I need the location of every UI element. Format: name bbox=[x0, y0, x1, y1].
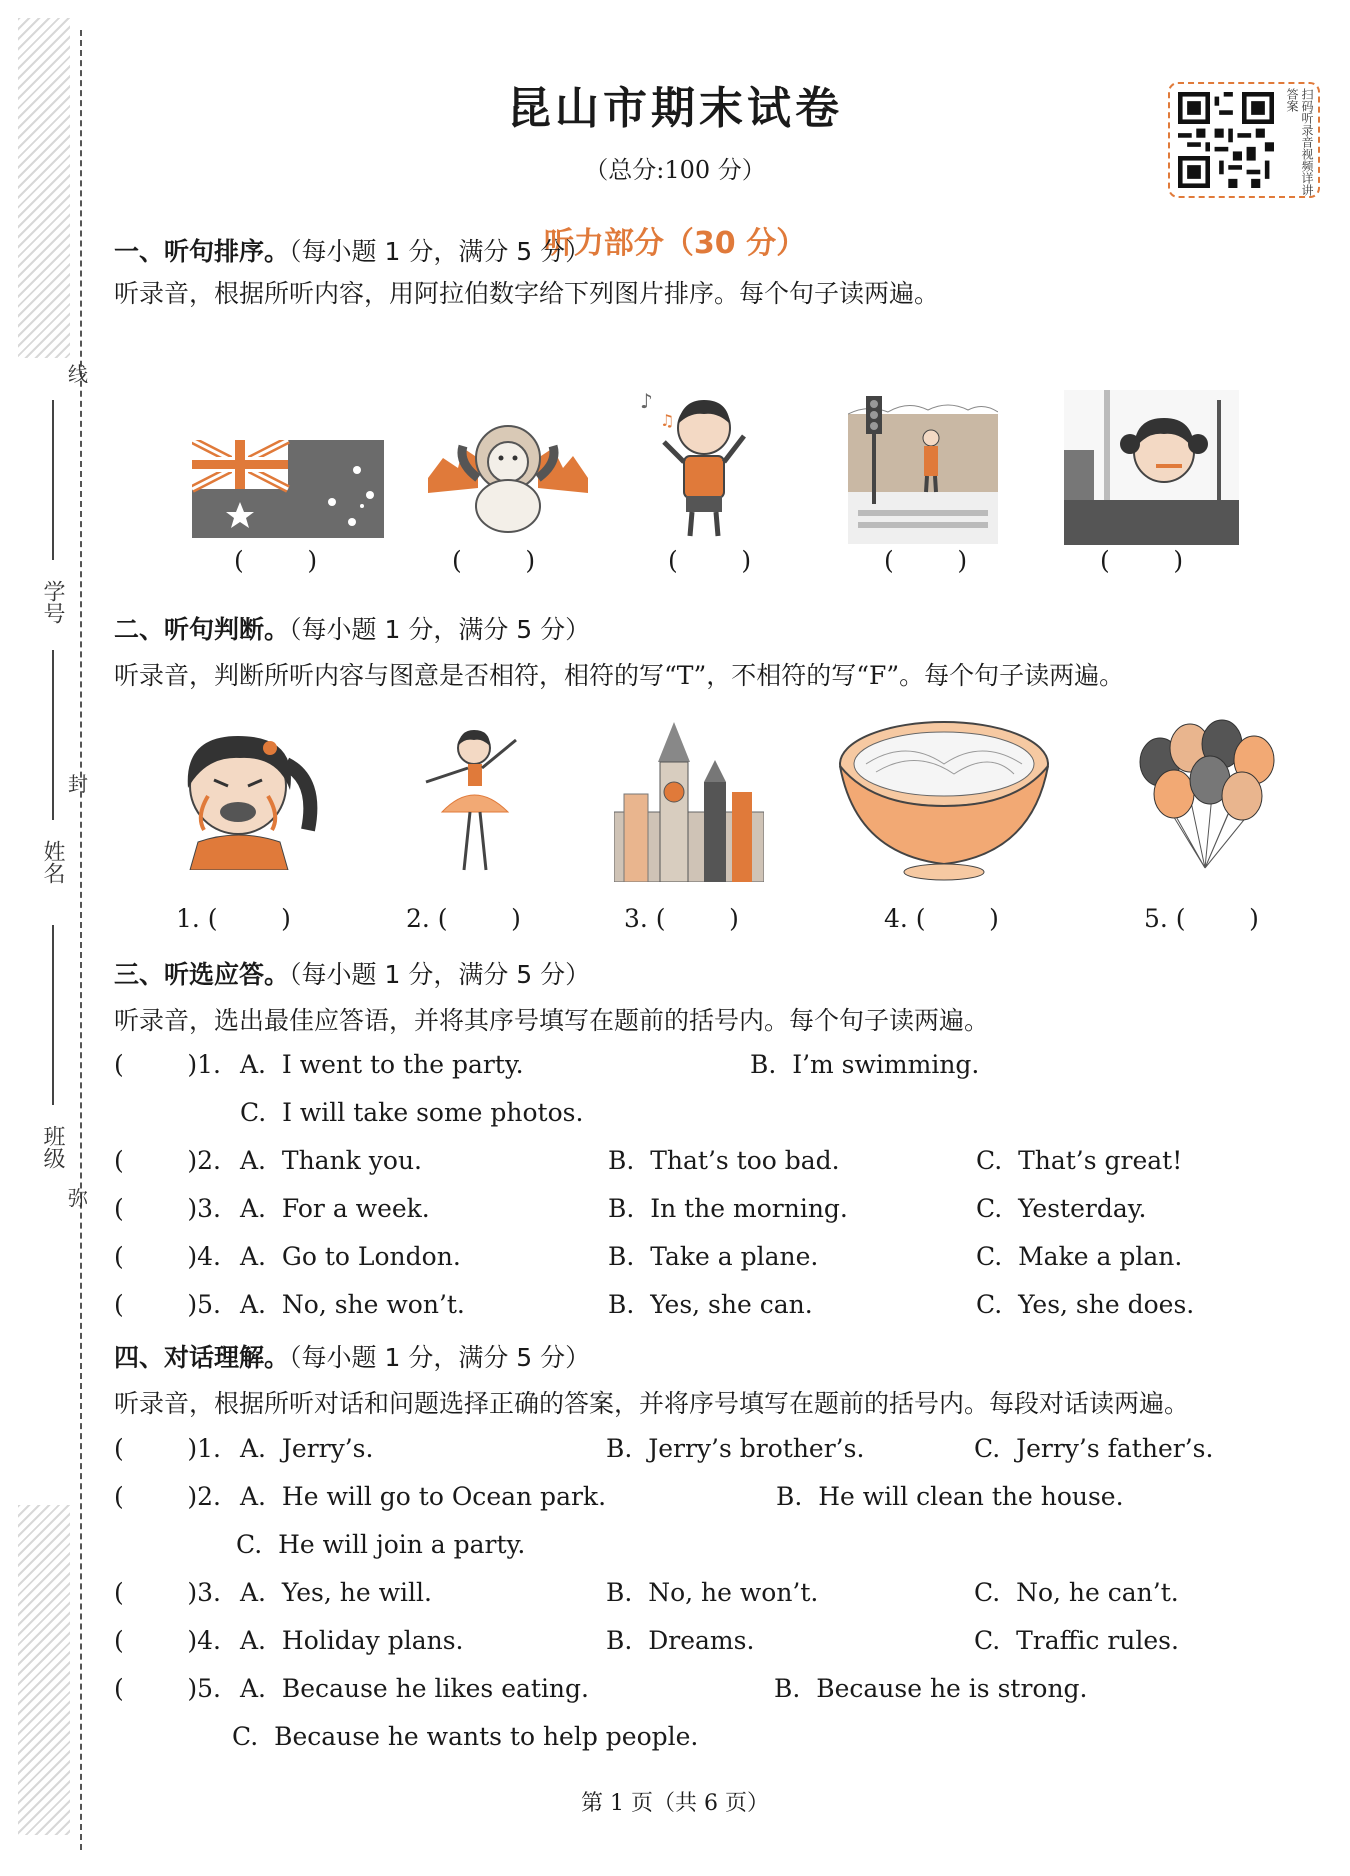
s3-q1-option-b: B. I’m swimming. bbox=[750, 1050, 980, 1079]
binding-hatch-top bbox=[18, 18, 70, 358]
binding-mark-feng: 封 bbox=[68, 772, 88, 796]
s4-q4-option-c: C. Traffic rules. bbox=[974, 1626, 1179, 1655]
girl-brushing-teeth-icon bbox=[1064, 390, 1239, 545]
section2-instruction: 听录音，判断所听内容与图意是否相符，相符的写“T”，不相符的写“F”。每个句子读两遍。 bbox=[114, 661, 1125, 690]
s4-q2-option-b: B. He will clean the house. bbox=[776, 1482, 1124, 1511]
student-name-blank[interactable] bbox=[52, 650, 54, 820]
qr-box[interactable] bbox=[1168, 82, 1320, 198]
student-name-label: 姓名 bbox=[40, 840, 65, 884]
s1-answer-2[interactable]: ( ) bbox=[452, 546, 536, 575]
s4-q3-option-a: A. Yes, he will. bbox=[240, 1578, 432, 1607]
section4-heading bbox=[114, 1338, 590, 1374]
s3-q4-number[interactable]: ( )4. bbox=[114, 1242, 221, 1271]
s3-q4-option-a: A. Go to London. bbox=[240, 1242, 461, 1271]
balloons-icon bbox=[1130, 718, 1280, 878]
section1-title: 一、听句排序。 bbox=[114, 237, 290, 266]
s3-q2-option-b: B. That’s too bad. bbox=[608, 1146, 840, 1175]
s3-q2-number[interactable]: ( )2. bbox=[114, 1146, 221, 1175]
binding-dashed-line bbox=[80, 30, 82, 1850]
boy-singing-icon bbox=[632, 386, 772, 551]
s4-q4-option-a: A. Holiday plans. bbox=[240, 1626, 464, 1655]
s4-q5-option-c: C. Because he wants to help people. bbox=[232, 1722, 699, 1751]
s4-q3-option-b: B. No, he won’t. bbox=[606, 1578, 819, 1607]
s1-answer-1[interactable]: ( ) bbox=[234, 546, 318, 575]
section1-instruction: 听录音，根据所听内容，用阿拉伯数字给下列图片排序。每个句子读两遍。 bbox=[114, 279, 940, 308]
s4-q2-option-a: A. He will go to Ocean park. bbox=[240, 1482, 607, 1511]
s1-answer-4[interactable]: ( ) bbox=[884, 546, 968, 575]
traffic-light-street-icon bbox=[848, 392, 998, 544]
s3-q2-option-c: C. That’s great! bbox=[976, 1146, 1183, 1175]
s3-q5-option-a: A. No, she won’t. bbox=[240, 1290, 465, 1319]
listening-part-heading: 听力部分（30 分） bbox=[543, 226, 807, 261]
ballet-girl-icon bbox=[412, 720, 532, 880]
section3-title: 三、听选应答。 bbox=[114, 960, 290, 989]
s3-q3-option-c: C. Yesterday. bbox=[976, 1194, 1147, 1223]
s4-q1-option-a: A. Jerry’s. bbox=[240, 1434, 374, 1463]
section1-score: （每小题 1 分，满分 5 分） bbox=[289, 237, 591, 266]
total-score: （总分:100 分） bbox=[584, 156, 766, 184]
qr-caption: 扫码听录音视频详讲答案 bbox=[1285, 88, 1314, 196]
s3-q5-number[interactable]: ( )5. bbox=[114, 1290, 221, 1319]
s3-q1-option-a: A. I went to the party. bbox=[240, 1050, 524, 1079]
australia-flag-icon bbox=[192, 440, 384, 538]
section2-title: 二、听句判断。 bbox=[114, 615, 290, 644]
s4-q5-option-a: A. Because he likes eating. bbox=[240, 1674, 589, 1703]
qr-code-icon[interactable] bbox=[1178, 92, 1274, 188]
s4-q2-number[interactable]: ( )2. bbox=[114, 1482, 221, 1511]
big-ben-icon bbox=[614, 722, 764, 882]
s4-q1-option-c: C. Jerry’s father’s. bbox=[974, 1434, 1214, 1463]
svg-text:♪: ♪ bbox=[640, 389, 653, 413]
s2-answer-4[interactable]: 4. ( ) bbox=[884, 904, 999, 933]
s4-q4-option-b: B. Dreams. bbox=[606, 1626, 755, 1655]
section4-title: 四、对话理解。 bbox=[114, 1343, 290, 1372]
s4-q1-number[interactable]: ( )1. bbox=[114, 1434, 221, 1463]
noodle-bowl-icon bbox=[836, 714, 1052, 884]
student-id-label: 学号 bbox=[40, 580, 65, 624]
s4-q3-option-c: C. No, he can’t. bbox=[974, 1578, 1179, 1607]
s3-q5-option-b: B. Yes, she can. bbox=[608, 1290, 813, 1319]
s2-answer-2[interactable]: 2. ( ) bbox=[406, 904, 521, 933]
binding-mark-mi: 弥 bbox=[68, 1186, 88, 1210]
s4-q4-number[interactable]: ( )4. bbox=[114, 1626, 221, 1655]
s3-q1-option-c: C. I will take some photos. bbox=[240, 1098, 584, 1127]
crying-girl-icon bbox=[148, 720, 323, 870]
student-id-blank[interactable] bbox=[52, 400, 54, 560]
s2-answer-3[interactable]: 3. ( ) bbox=[624, 904, 739, 933]
s3-q1-number[interactable]: ( )1. bbox=[114, 1050, 221, 1079]
s3-q5-option-c: C. Yes, she does. bbox=[976, 1290, 1195, 1319]
binding-mark-xian: 线 bbox=[68, 362, 88, 386]
section2-score: （每小题 1 分，满分 5 分） bbox=[289, 615, 591, 644]
s3-q2-option-a: A. Thank you. bbox=[240, 1146, 422, 1175]
page-footer: 第 1 页（共 6 页） bbox=[581, 1791, 769, 1816]
page-title: 昆山市期末试卷 bbox=[507, 83, 843, 134]
s4-q5-number[interactable]: ( )5. bbox=[114, 1674, 221, 1703]
s2-answer-5[interactable]: 5. ( ) bbox=[1144, 904, 1259, 933]
s3-q4-option-c: C. Make a plan. bbox=[976, 1242, 1183, 1271]
section2-heading bbox=[114, 610, 590, 646]
s3-q3-number[interactable]: ( )3. bbox=[114, 1194, 221, 1223]
s3-q3-option-b: B. In the morning. bbox=[608, 1194, 848, 1223]
s2-answer-1[interactable]: 1. ( ) bbox=[176, 904, 291, 933]
s1-answer-3[interactable]: ( ) bbox=[668, 546, 752, 575]
s4-q5-option-b: B. Because he is strong. bbox=[774, 1674, 1088, 1703]
section3-instruction: 听录音，选出最佳应答语，并将其序号填写在题前的括号内。每个句子读两遍。 bbox=[114, 1006, 990, 1035]
s3-q4-option-b: B. Take a plane. bbox=[608, 1242, 819, 1271]
section3-score: （每小题 1 分，满分 5 分） bbox=[289, 960, 591, 989]
s4-q3-number[interactable]: ( )3. bbox=[114, 1578, 221, 1607]
section3-heading bbox=[114, 955, 590, 991]
s1-answer-5[interactable]: ( ) bbox=[1100, 546, 1184, 575]
section4-score: （每小题 1 分，满分 5 分） bbox=[289, 1343, 591, 1372]
lion-icon bbox=[423, 418, 593, 538]
section1-heading bbox=[114, 232, 590, 268]
class-blank[interactable] bbox=[52, 925, 54, 1105]
svg-text:♫: ♫ bbox=[660, 411, 675, 430]
s4-q2-option-c: C. He will join a party. bbox=[236, 1530, 526, 1559]
s4-q1-option-b: B. Jerry’s brother’s. bbox=[606, 1434, 865, 1463]
section4-instruction: 听录音，根据所听对话和问题选择正确的答案，并将序号填写在题前的括号内。每段对话读两遍。 bbox=[114, 1389, 1190, 1418]
class-label: 班级 bbox=[40, 1125, 65, 1169]
s3-q3-option-a: A. For a week. bbox=[240, 1194, 430, 1223]
